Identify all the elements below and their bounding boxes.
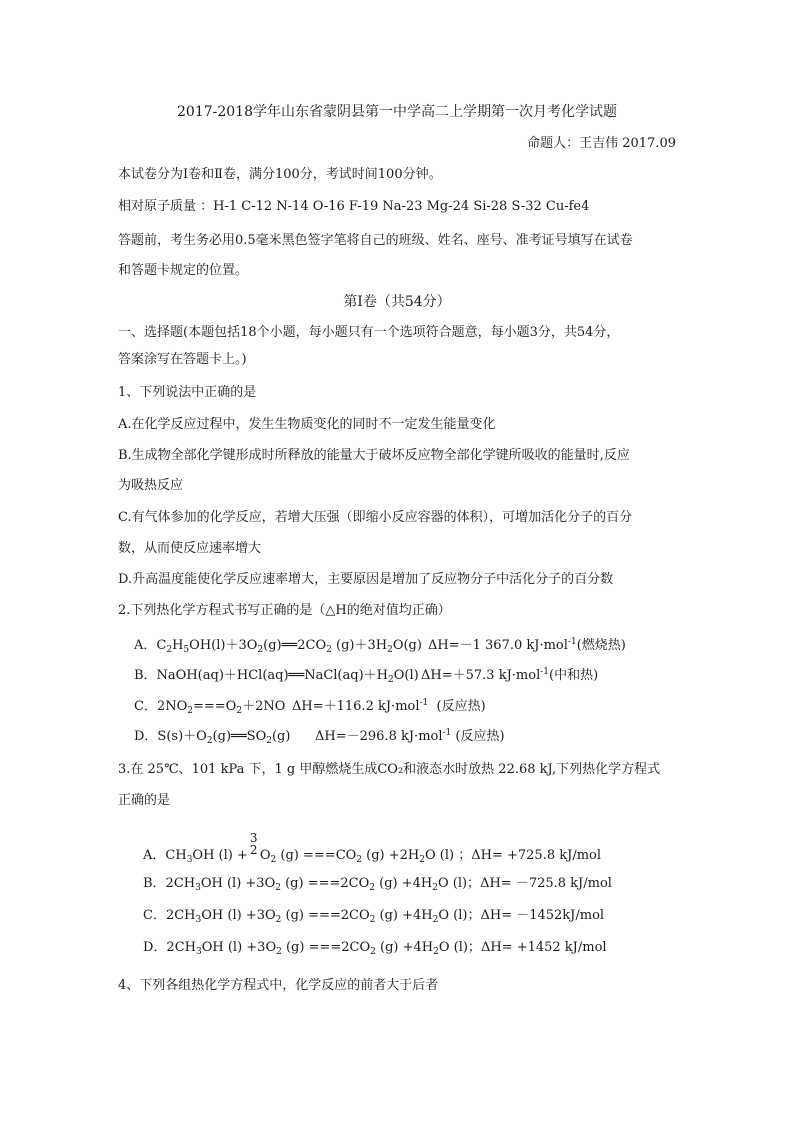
intro-line-3: 答题前，考生务必用0.5毫米黑色签字笔将自己的班级、姓名、座号、准考证号填写在试卷 bbox=[118, 233, 633, 248]
q2-option-a-dh: ΔH=－1 367.0 kJ·mol$^{-1}$(燃烧热) bbox=[428, 637, 626, 653]
q4-stem: 4、下列各组热化学方程式中，化学反应的前者大于后者 bbox=[118, 978, 439, 993]
q2-b-dh-value: ΔH=＋57.3 kJ·mol bbox=[421, 668, 541, 683]
q3-b-dh: ΔH= －725.8 kJ/mol bbox=[480, 876, 612, 891]
q1-option-c-line1: C.有气体参加的化学反应，若增大压强（即缩小反应容器的体积），可增加活化分子的百分 bbox=[118, 510, 633, 525]
q2-option-d-dh: ΔH=－296.8 kJ·mol$^{-1}$ (反应热) bbox=[315, 728, 505, 744]
intro-line-1: 本试卷分为Ⅰ卷和Ⅱ卷，满分100分，考试时间100分钟。 bbox=[118, 167, 442, 182]
q1-stem: 1、下列说法中正确的是 bbox=[118, 385, 257, 400]
section-title: 第Ⅰ卷（共54分） bbox=[343, 294, 451, 310]
q2-b-note: (中和热) bbox=[549, 668, 599, 683]
q2-d-note: (反应热) bbox=[455, 729, 505, 744]
q3-a-dh: ΔH= +725.8 kJ/mol bbox=[471, 848, 602, 863]
q2-a-dh-value: ΔH=－1 367.0 kJ·mol bbox=[428, 638, 568, 653]
q3-d-dh: ΔH= +1452 kJ/mol bbox=[480, 940, 607, 955]
q2-option-a: A．$C_2H_5OH(l)+3O_2(g)══2CO_2$ $(g)+3H_2O(g)$ bbox=[134, 638, 422, 655]
exam-title: 2017-2018学年山东省蒙阴县第一中学高二上学期第一次月考化学试题 bbox=[177, 104, 617, 120]
q3-stem-line2: 正确的是 bbox=[118, 793, 171, 808]
q2-option-b-dh: ΔH=＋57.3 kJ·mol$^{-1}$(中和热) bbox=[421, 667, 599, 683]
q1-option-a: A.在化学反应过程中，发生生物质变化的同时不一定发生能量变化 bbox=[118, 417, 496, 432]
q3-option-c: C．$2CH_3OH$ $(l) +3O_2$ $(g) ===2CO_2$ $(g) +4H_2O$ (l)；ΔH= －1452kJ/mol bbox=[143, 908, 605, 925]
q2-d-dh-value: ΔH=－296.8 kJ·mol bbox=[315, 729, 443, 744]
q2-option-c-dh: ΔH=＋116.2 kJ·mol$^{-1}$ (反应热) bbox=[292, 698, 486, 714]
q2-option-c: C．$2NO_2===O_2+2NO$ bbox=[134, 699, 286, 716]
q1-option-b-line1: B.生成物全部化学键形成时所释放的能量大于破坏反应物全部化学键所吸收的能量时,反应 bbox=[118, 448, 630, 463]
q1-option-c-line2: 数，从而使反应速率增大 bbox=[118, 541, 262, 556]
atomic-masses: 相对原子质量 ：H-1 C-12 N-14 O-16 F-19 Na-23 Mg-24 Si-28 S-32 Cu-fe4 bbox=[118, 199, 590, 214]
q2-c-dh-value: ΔH=＋116.2 kJ·mol bbox=[292, 699, 420, 714]
section-instructions-1: 一、选择题(本题包括18个小题，每小题只有一个选项符合题意，每小题3分，共54分， bbox=[118, 325, 620, 340]
q1-option-b-line2: 为吸热反应 bbox=[118, 478, 184, 493]
q3-c-dh: ΔH= －1452kJ/mol bbox=[480, 908, 605, 923]
author-line: 命题人：王吉伟 2017.09 bbox=[527, 136, 676, 151]
intro-line-4: 和答题卡规定的位置。 bbox=[118, 263, 249, 278]
section-instructions-2: 答案涂写在答题卡上。) bbox=[118, 352, 247, 367]
q3-option-b: B．$2CH_3OH$ $(l) +3O_2$ $(g) ===2CO_2$ $(g) +4H_2O$ (l)；ΔH= －725.8 kJ/mol bbox=[143, 876, 612, 893]
q3-option-d: D．$2CH_3OH$ $(l) +3O_2$ $(g) ===2CO_2$ $(g) +4H_2O$ (l)；ΔH= +1452 kJ/mol bbox=[143, 940, 607, 957]
q1-option-d: D.升高温度能使化学反应速率增大，主要原因是增加了反应物分子中活化分子的百分数 bbox=[118, 572, 614, 587]
q2-stem: 2.下列热化学方程式书写正确的是（△H的绝对值均正确） bbox=[118, 603, 451, 618]
q2-option-d: D．$S(s)+O_2(g)══SO_2(g)$ bbox=[134, 729, 291, 746]
q2-option-b: B．$NaOH(aq)+HCl(aq)══NaCl(aq)+H_2O(l)$ bbox=[134, 668, 419, 685]
q3-stem-line1: 3.在 25℃、101 kPa 下，1 g 甲醇燃烧生成CO₂和液态水时放热 22.68 kJ,下列热化学方程式 bbox=[118, 762, 661, 777]
q2-c-note: (反应热) bbox=[436, 699, 486, 714]
q2-a-note: (燃烧热) bbox=[576, 638, 626, 653]
q3-option-a: A．$CH_3OH$ (l) + 3 2 $O_2$ $(g) ===CO_2$ $(g) +2H_2O$ (l) ；ΔH= +725.8 kJ/mol bbox=[143, 831, 602, 865]
